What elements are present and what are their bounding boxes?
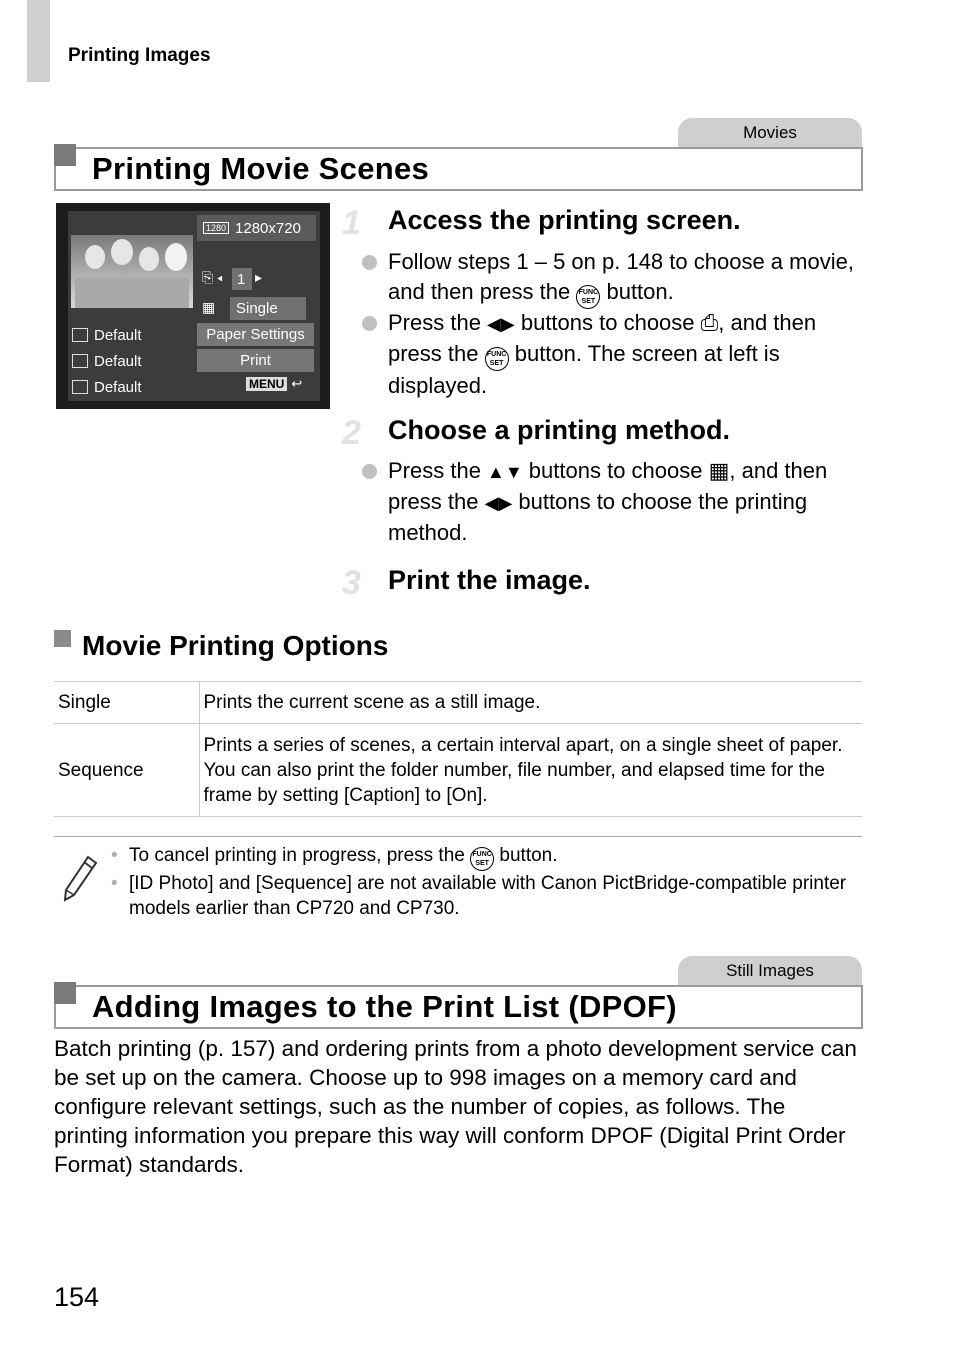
menu-back-button[interactable]: MENU ↩ bbox=[246, 376, 302, 392]
page-icon bbox=[72, 328, 88, 342]
heading-square-icon bbox=[54, 630, 71, 647]
up-down-arrows-icon: ▲▼ bbox=[487, 462, 523, 482]
back-arrow-icon: ↩ bbox=[291, 376, 303, 391]
section-label: Printing Images bbox=[68, 45, 211, 66]
print-button[interactable]: Print bbox=[197, 349, 314, 372]
step-title-2: Choose a printing method. bbox=[388, 415, 730, 445]
print-icon: ⎙ bbox=[700, 310, 719, 335]
heading-title: Adding Images to the Print List (DPOF) bbox=[92, 989, 677, 1024]
resolution-icon: 1280 bbox=[203, 222, 229, 234]
movies-tab: Movies bbox=[678, 118, 862, 148]
table-row bbox=[54, 724, 862, 817]
table-row bbox=[54, 682, 862, 724]
func-set-icon: FUNC SET bbox=[485, 347, 509, 371]
heading-printing-movie-scenes bbox=[54, 147, 863, 191]
step-1-bullet-1: Follow steps 1 – 5 on p. 148 to choose a movie, and then press the FUNC SET button. bbox=[362, 247, 862, 309]
layout-icon bbox=[72, 380, 88, 394]
note-item: • To cancel printing in progress, press the FUNC SET button. bbox=[111, 843, 862, 871]
option-value: Prints a series of scenes, a certain interval apart, on a single sheet of paper. You can also print the folder number, file number, and elapsed time for the frame by setting [Caption] to [On]. bbox=[199, 724, 862, 817]
print-method-icon: ▦ bbox=[202, 299, 216, 315]
options-table bbox=[54, 681, 862, 817]
option-key: Single bbox=[54, 682, 199, 724]
page-number: 154 bbox=[54, 1282, 100, 1312]
arrow-right-icon: ▸ bbox=[255, 269, 263, 285]
print-method-icon: ▦ bbox=[708, 458, 730, 483]
note-box bbox=[54, 836, 862, 921]
paper-icon bbox=[72, 354, 88, 368]
still-images-tab: Still Images bbox=[678, 956, 862, 986]
photo-thumbnail bbox=[71, 235, 193, 308]
side-tab-bar bbox=[27, 0, 50, 82]
step-number-2: 2 bbox=[342, 414, 361, 452]
left-right-arrows-icon: ◀▶ bbox=[484, 493, 513, 513]
heading-dpof bbox=[54, 985, 863, 1029]
default-option-2[interactable]: Default bbox=[72, 349, 192, 373]
default-option-1[interactable]: Default bbox=[72, 323, 192, 347]
pencil-icon bbox=[62, 855, 98, 903]
copies-value[interactable]: 1 bbox=[232, 268, 252, 290]
step-number-3: 3 bbox=[342, 564, 361, 602]
step-title-3: Print the image. bbox=[388, 565, 591, 595]
step-1-bullet-2: Press the ◀▶ buttons to choose ⎙, and then press the FUNC SET button. The screen at left is displayed. bbox=[362, 308, 862, 401]
copies-icon: ⎘ ◂ bbox=[202, 269, 223, 285]
left-right-arrows-icon: ◀▶ bbox=[487, 314, 515, 334]
default-option-3[interactable]: Default bbox=[72, 375, 192, 399]
step-title-1: Access the printing screen. bbox=[388, 205, 741, 235]
option-key: Sequence bbox=[54, 724, 199, 817]
option-value: Prints the current scene as a still image. bbox=[199, 682, 862, 724]
note-item: • [ID Photo] and [Sequence] are not available with Canon PictBridge-compatible printer models earlier than CP720 and CP730. bbox=[111, 871, 862, 921]
heading-square-icon bbox=[54, 144, 76, 166]
step-number-1: 1 bbox=[342, 204, 361, 242]
dpof-body-text: Batch printing (p. 157) and ordering prints from a photo development service can be set up on the camera. Choose up to 998 images on a memory card and configure relevant settings, such as the number of copies, as follows. The printing information you prepare this way will conform DPOF (Digital Print Order Format) standards. bbox=[54, 1036, 857, 1177]
func-set-icon: FUNC SET bbox=[576, 285, 600, 309]
step-2-bullet-1: Press the ▲▼ buttons to choose ▦, and then press the ◀▶ buttons to choose the printing method. bbox=[362, 456, 862, 548]
paper-settings-button[interactable]: Paper Settings bbox=[197, 323, 314, 346]
resolution-display: 1280 1280x720 bbox=[197, 215, 316, 241]
func-set-icon: FUNC SET bbox=[470, 847, 494, 871]
heading-square-icon bbox=[54, 982, 76, 1004]
camera-screen-image bbox=[56, 203, 330, 409]
heading-title: Printing Movie Scenes bbox=[92, 151, 430, 186]
mode-value[interactable]: Single bbox=[230, 297, 306, 320]
